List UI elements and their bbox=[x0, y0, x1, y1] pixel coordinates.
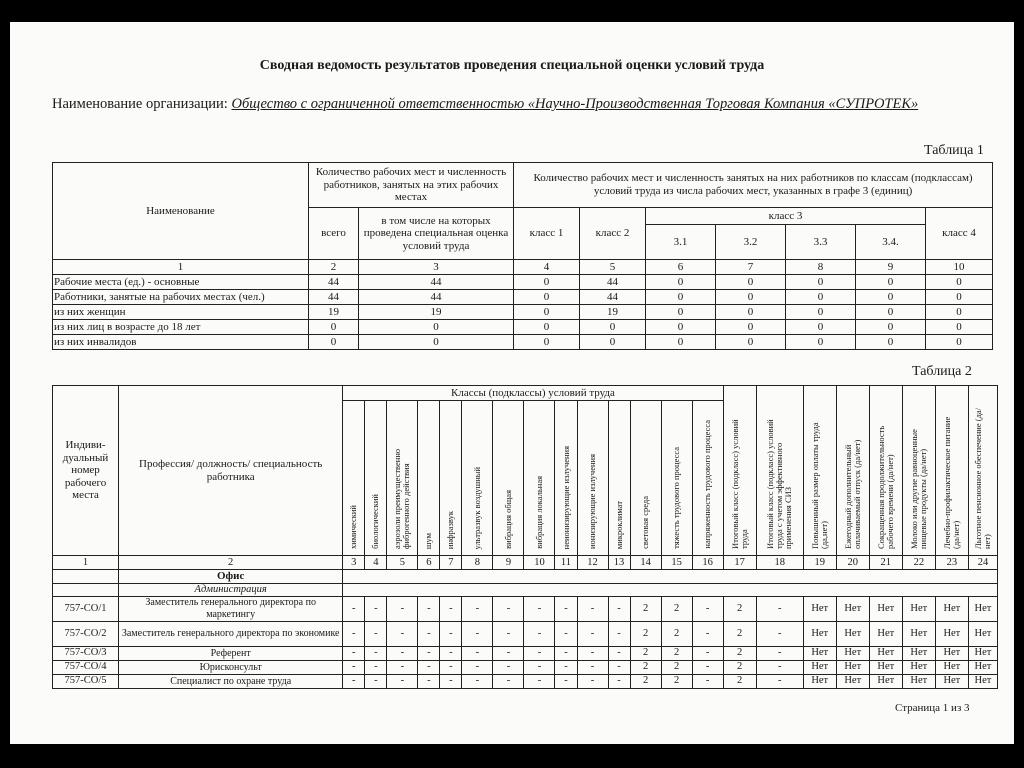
t2-cell: - bbox=[555, 660, 577, 674]
section-admin-label: Администрация bbox=[119, 583, 343, 596]
t2-cell: - bbox=[343, 621, 365, 646]
organization-label: Наименование организации: bbox=[52, 96, 228, 112]
t1-cell: 0 bbox=[359, 320, 514, 335]
t2-header-rot-label: Повышенный размер оплаты труда (да,нет) bbox=[809, 422, 829, 549]
t2-header-rot bbox=[440, 401, 462, 556]
t2-row bbox=[53, 596, 998, 621]
t2-cell: - bbox=[343, 660, 365, 674]
t1-header-3-3: 3.3 bbox=[786, 225, 856, 260]
t2-header-rot-label: аэрозоли преимущественно фиброгенного действия bbox=[392, 448, 412, 549]
t2-header-rot-label: Лечебно-профилактическое питание (да/нет) bbox=[941, 416, 961, 549]
t2-col-number: 17 bbox=[723, 556, 756, 570]
t2-cell: Нет bbox=[902, 674, 935, 688]
t2-col-number: 7 bbox=[440, 556, 462, 570]
t2-col-number: 15 bbox=[661, 556, 692, 570]
t2-cell: - bbox=[524, 646, 555, 660]
t2-col-number: 21 bbox=[869, 556, 902, 570]
t2-cell: Нет bbox=[902, 621, 935, 646]
t2-cell: - bbox=[555, 596, 577, 621]
t2-cell: - bbox=[493, 660, 524, 674]
t2-cell: - bbox=[608, 596, 630, 621]
t2-cell: 2 bbox=[661, 596, 692, 621]
t2-cell: Нет bbox=[902, 596, 935, 621]
t2-header-rot bbox=[935, 386, 968, 556]
t2-col-number: 16 bbox=[692, 556, 723, 570]
t2-header-rot bbox=[418, 401, 440, 556]
t2-row-profession: Заместитель генерального директора по маркетингу bbox=[119, 596, 343, 621]
t2-header-rot bbox=[661, 401, 692, 556]
t2-row-profession: Референт bbox=[119, 646, 343, 660]
t2-cell: 2 bbox=[661, 674, 692, 688]
t2-col-number: 24 bbox=[968, 556, 997, 570]
t2-cell: Нет bbox=[935, 674, 968, 688]
t2-cell: Нет bbox=[803, 621, 836, 646]
t2-section-admin bbox=[53, 583, 998, 596]
t2-header-rot bbox=[493, 401, 524, 556]
t1-header-class4: класс 4 bbox=[926, 208, 993, 260]
organization-name: Общество с ограниченной ответственностью «Научно-Производственная Торговая Компания «СУПРОТЕК» bbox=[231, 96, 919, 112]
t2-cell: Нет bbox=[803, 596, 836, 621]
t2-cell: - bbox=[343, 646, 365, 660]
t2-cell: - bbox=[577, 621, 608, 646]
t2-cell: - bbox=[692, 621, 723, 646]
t1-header-class2: класс 2 bbox=[580, 208, 646, 260]
t2-cell: - bbox=[524, 596, 555, 621]
t2-cell: Нет bbox=[935, 621, 968, 646]
t2-header-rot-label: микроклимат bbox=[613, 500, 624, 549]
t1-header-assessed: в том числе на которых проведена специальная оценка условий труда bbox=[359, 208, 514, 260]
t1-header-name: Наименование bbox=[53, 163, 309, 260]
t2-row-profession: Специалист по охране труда bbox=[119, 674, 343, 688]
t2-cell: - bbox=[756, 596, 803, 621]
t1-cell: 0 bbox=[786, 305, 856, 320]
t2-cell: Нет bbox=[935, 660, 968, 674]
t1-col-number: 8 bbox=[786, 260, 856, 275]
t2-cell: 2 bbox=[630, 646, 661, 660]
t2-cell: - bbox=[692, 596, 723, 621]
t2-header-classes-group: Классы (подклассы) условий труда bbox=[343, 386, 723, 401]
t2-cell: - bbox=[365, 621, 387, 646]
t1-header-total: всего bbox=[309, 208, 359, 260]
t1-col-number: 6 bbox=[646, 260, 716, 275]
t2-cell: - bbox=[418, 621, 440, 646]
t2-header-rot-label: неионизирующие излучения bbox=[560, 445, 571, 549]
t1-cell: 0 bbox=[926, 290, 993, 305]
t1-cell: 0 bbox=[926, 275, 993, 290]
t2-cell: Нет bbox=[869, 660, 902, 674]
t2-cell: - bbox=[440, 660, 462, 674]
t2-cell: - bbox=[462, 660, 493, 674]
t2-cell: - bbox=[555, 674, 577, 688]
t2-col-number: 12 bbox=[577, 556, 608, 570]
t2-cell: - bbox=[387, 621, 418, 646]
t2-cell: Нет bbox=[968, 674, 997, 688]
t2-cell: - bbox=[343, 596, 365, 621]
t1-cell: 0 bbox=[514, 290, 580, 305]
t2-cell: Нет bbox=[803, 660, 836, 674]
t2-cell: Нет bbox=[836, 646, 869, 660]
t2-col-number: 22 bbox=[902, 556, 935, 570]
t2-cell: 2 bbox=[630, 660, 661, 674]
t2-cell: - bbox=[692, 646, 723, 660]
t1-cell: 0 bbox=[646, 305, 716, 320]
t1-row-name: из них инвалидов bbox=[53, 335, 309, 350]
t1-cell: 44 bbox=[309, 290, 359, 305]
t2-header-rot-label: биологический bbox=[370, 494, 381, 549]
t2-header-id: Индиви-дуальный номер рабочего места bbox=[53, 386, 119, 556]
t1-cell: 0 bbox=[856, 320, 926, 335]
t2-header-rot-label: Льготное пенсионное обеспечение (да/нет) bbox=[973, 407, 992, 549]
t2-cell: - bbox=[493, 674, 524, 688]
t2-col-number: 11 bbox=[555, 556, 577, 570]
t1-cell: 44 bbox=[309, 275, 359, 290]
t1-cell: 0 bbox=[926, 335, 993, 350]
t1-cell: 0 bbox=[716, 290, 786, 305]
t1-cell: 0 bbox=[716, 305, 786, 320]
t1-col-number: 7 bbox=[716, 260, 786, 275]
t1-header-class3: класс 3 bbox=[646, 208, 926, 225]
t2-cell: - bbox=[365, 646, 387, 660]
t2-cell: - bbox=[493, 596, 524, 621]
t2-header-rot bbox=[577, 401, 608, 556]
t1-col-number: 9 bbox=[856, 260, 926, 275]
t2-row bbox=[53, 621, 998, 646]
t2-cell: Нет bbox=[968, 646, 997, 660]
t2-cell: Нет bbox=[968, 660, 997, 674]
t1-row-name: Рабочие места (ед.) - основные bbox=[53, 275, 309, 290]
t2-cell: - bbox=[343, 674, 365, 688]
t2-cell: - bbox=[440, 674, 462, 688]
t2-cell: - bbox=[365, 674, 387, 688]
t2-section-office bbox=[53, 570, 998, 584]
t2-header-rot bbox=[524, 401, 555, 556]
t1-cell: 0 bbox=[786, 335, 856, 350]
t2-cell: 2 bbox=[723, 660, 756, 674]
t2-row bbox=[53, 646, 998, 660]
t2-cell: - bbox=[555, 646, 577, 660]
workplaces-table-2 bbox=[52, 385, 998, 689]
t2-cell: - bbox=[756, 621, 803, 646]
t1-col-number: 10 bbox=[926, 260, 993, 275]
t2-header-profession: Профессия/ должность/ специальность работника bbox=[119, 386, 343, 556]
t2-cell: 2 bbox=[630, 596, 661, 621]
t2-cell: - bbox=[756, 646, 803, 660]
t2-cell: - bbox=[387, 596, 418, 621]
t2-header-rot-label: вибрация локальная bbox=[534, 476, 544, 549]
t2-cell: - bbox=[440, 621, 462, 646]
t2-cell: 2 bbox=[723, 596, 756, 621]
summary-table-1 bbox=[52, 162, 993, 350]
t1-row-name: из них лиц в возрасте до 18 лет bbox=[53, 320, 309, 335]
t2-cell: - bbox=[462, 621, 493, 646]
t2-cell: - bbox=[462, 596, 493, 621]
t1-cell: 19 bbox=[309, 305, 359, 320]
t1-header-classes-group: Количество рабочих мест и численность занятых на них работников по классам (подклассам) условий труда из числа рабочих мест, указанных в графе 3 (единиц) bbox=[514, 163, 993, 208]
t2-cell: 2 bbox=[661, 621, 692, 646]
t2-row-profession: Заместитель генерального директора по экономике bbox=[119, 621, 343, 646]
t2-row bbox=[53, 660, 998, 674]
t1-cell: 0 bbox=[716, 335, 786, 350]
t1-col-number: 4 bbox=[514, 260, 580, 275]
t2-cell: - bbox=[555, 621, 577, 646]
t2-cell: - bbox=[692, 660, 723, 674]
t2-cell: - bbox=[524, 660, 555, 674]
t1-header-3-1: 3.1 bbox=[646, 225, 716, 260]
t2-col-number: 9 bbox=[493, 556, 524, 570]
t2-header-rot bbox=[387, 401, 418, 556]
table2-caption: Таблица 2 bbox=[912, 364, 972, 379]
t2-cell: - bbox=[462, 646, 493, 660]
t2-header-rot bbox=[343, 401, 365, 556]
t1-cell: 0 bbox=[580, 335, 646, 350]
t1-cell: 0 bbox=[716, 320, 786, 335]
table1-caption: Таблица 1 bbox=[924, 143, 984, 158]
t2-header-rot-label: инфразвук bbox=[445, 510, 456, 549]
t1-cell: 0 bbox=[646, 320, 716, 335]
t2-header-rot bbox=[836, 386, 869, 556]
t2-cell: - bbox=[365, 596, 387, 621]
t2-cell: - bbox=[577, 596, 608, 621]
t2-cell: 2 bbox=[723, 674, 756, 688]
t2-cell: - bbox=[418, 674, 440, 688]
t2-row-id: 757-СО/4 bbox=[53, 660, 119, 674]
t2-col-number: 2 bbox=[119, 556, 343, 570]
t2-col-number: 3 bbox=[343, 556, 365, 570]
t1-cell: 44 bbox=[359, 290, 514, 305]
t1-cell: 0 bbox=[646, 275, 716, 290]
t2-cell: - bbox=[608, 646, 630, 660]
t1-cell: 0 bbox=[926, 320, 993, 335]
t2-col-number: 19 bbox=[803, 556, 836, 570]
t2-col-number: 8 bbox=[462, 556, 493, 570]
t2-cell: - bbox=[577, 674, 608, 688]
t2-header-rot bbox=[365, 401, 387, 556]
t2-cell: 2 bbox=[661, 646, 692, 660]
t2-cell: - bbox=[608, 621, 630, 646]
t2-cell: Нет bbox=[803, 674, 836, 688]
t1-row bbox=[53, 320, 993, 335]
t1-header-3-4: 3.4. bbox=[856, 225, 926, 260]
t1-cell: 0 bbox=[856, 290, 926, 305]
t2-col-number: 5 bbox=[387, 556, 418, 570]
t1-cell: 0 bbox=[786, 275, 856, 290]
t1-col-number: 5 bbox=[580, 260, 646, 275]
t2-cell: - bbox=[493, 646, 524, 660]
t2-row-id: 757-СО/5 bbox=[53, 674, 119, 688]
t2-cell: - bbox=[524, 674, 555, 688]
t1-cell: 0 bbox=[856, 335, 926, 350]
organization-line bbox=[52, 96, 918, 113]
t2-col-number: 10 bbox=[524, 556, 555, 570]
t2-header-rot bbox=[756, 386, 803, 556]
t1-row bbox=[53, 305, 993, 320]
t1-cell: 0 bbox=[309, 320, 359, 335]
t2-cell: - bbox=[440, 646, 462, 660]
t1-header-count-group: Количество рабочих мест и численность работников, занятых на этих рабочих местах bbox=[309, 163, 514, 208]
t2-cell: - bbox=[418, 660, 440, 674]
t2-cell: Нет bbox=[968, 621, 997, 646]
t2-cell: - bbox=[387, 646, 418, 660]
t2-col-number: 1 bbox=[53, 556, 119, 570]
t1-cell: 0 bbox=[926, 305, 993, 320]
t2-cell: - bbox=[387, 660, 418, 674]
t1-cell: 19 bbox=[359, 305, 514, 320]
t2-header-rot-label: Итоговый класс (подкласс) условий труда bbox=[729, 419, 749, 549]
t2-header-rot-label: световая среда bbox=[640, 496, 651, 549]
t2-cell: - bbox=[577, 660, 608, 674]
t2-header-rot bbox=[630, 401, 661, 556]
t2-row-id: 757-СО/2 bbox=[53, 621, 119, 646]
t2-cell: 2 bbox=[630, 621, 661, 646]
t2-cell: Нет bbox=[836, 596, 869, 621]
t1-row bbox=[53, 335, 993, 350]
document-title: Сводная ведомость результатов проведения специальной оценки условий труда bbox=[259, 58, 765, 73]
t2-cell: 2 bbox=[630, 674, 661, 688]
t2-cell: 2 bbox=[723, 621, 756, 646]
t2-cell: Нет bbox=[869, 596, 902, 621]
t2-cell: - bbox=[418, 596, 440, 621]
t1-col-number: 3 bbox=[359, 260, 514, 275]
t2-cell: - bbox=[756, 660, 803, 674]
t2-cell: - bbox=[577, 646, 608, 660]
t1-header-class1: класс 1 bbox=[514, 208, 580, 260]
t2-header-rot bbox=[692, 401, 723, 556]
t1-header-3-2: 3.2 bbox=[716, 225, 786, 260]
t2-cell: 2 bbox=[723, 646, 756, 660]
section-office-label: Офис bbox=[119, 570, 343, 584]
t2-cell: - bbox=[440, 596, 462, 621]
t2-header-rot bbox=[803, 386, 836, 556]
t1-row-name: из них женщин bbox=[53, 305, 309, 320]
t1-row bbox=[53, 275, 993, 290]
t2-header-rot-label: Ежегодный дополнительный оплачиваемый отпуск (да/нет) bbox=[842, 439, 862, 549]
t1-cell: 0 bbox=[514, 305, 580, 320]
t2-cell: Нет bbox=[836, 621, 869, 646]
t2-col-number: 4 bbox=[365, 556, 387, 570]
t2-cell: Нет bbox=[836, 674, 869, 688]
t1-numbers-row bbox=[53, 260, 993, 275]
t1-cell: 44 bbox=[580, 290, 646, 305]
t2-cell: Нет bbox=[935, 646, 968, 660]
t2-cell: - bbox=[387, 674, 418, 688]
t2-cell: 2 bbox=[661, 660, 692, 674]
t2-header-rot-label: вибрация общая bbox=[502, 490, 513, 549]
t2-cell: Нет bbox=[869, 646, 902, 660]
t2-cell: Нет bbox=[869, 674, 902, 688]
t1-cell: 0 bbox=[514, 320, 580, 335]
t1-cell: 0 bbox=[359, 335, 514, 350]
t2-header-rot-label: химический bbox=[348, 505, 359, 549]
t2-cell: - bbox=[692, 674, 723, 688]
t2-header-rot bbox=[902, 386, 935, 556]
t2-col-number: 6 bbox=[418, 556, 440, 570]
t2-col-number: 13 bbox=[608, 556, 630, 570]
t2-header-rot bbox=[555, 401, 577, 556]
t1-col-number: 1 bbox=[53, 260, 309, 275]
t1-cell: 0 bbox=[646, 290, 716, 305]
t2-header-rot-label: Сокращенная продолжительность рабочего времени (да/нет) bbox=[875, 425, 895, 549]
t2-header-rot-label: шум bbox=[423, 532, 434, 549]
t2-header-rot-label: Итоговый класс (подкласс) условий труда с учетом эффективного применения СИЗ bbox=[765, 419, 794, 549]
t2-header-rot bbox=[608, 401, 630, 556]
t2-header-rot bbox=[723, 386, 756, 556]
t2-header-rot-label: ультразвук воздушный bbox=[471, 466, 482, 549]
t2-cell: Нет bbox=[902, 660, 935, 674]
t2-header-rot bbox=[869, 386, 902, 556]
t2-header-rot bbox=[462, 401, 493, 556]
t1-cell: 0 bbox=[309, 335, 359, 350]
t2-cell: Нет bbox=[902, 646, 935, 660]
t1-cell: 19 bbox=[580, 305, 646, 320]
t2-header-rot-label: ионизирующие излучения bbox=[587, 454, 598, 549]
t2-cell: - bbox=[365, 660, 387, 674]
t2-numbers-row bbox=[53, 556, 998, 570]
t1-cell: 0 bbox=[514, 275, 580, 290]
t2-cell: - bbox=[418, 646, 440, 660]
t2-cell: Нет bbox=[803, 646, 836, 660]
t2-cell: Нет bbox=[935, 596, 968, 621]
t2-col-number: 14 bbox=[630, 556, 661, 570]
t1-cell: 44 bbox=[359, 275, 514, 290]
t1-row bbox=[53, 290, 993, 305]
t2-header-rot-label: тяжесть трудового процесса bbox=[671, 447, 682, 549]
t2-cell: - bbox=[756, 674, 803, 688]
t1-cell: 0 bbox=[514, 335, 580, 350]
t2-cell: Нет bbox=[836, 660, 869, 674]
t1-row-name: Работники, занятые на рабочих местах (чел.) bbox=[53, 290, 309, 305]
t2-row-id: 757-СО/1 bbox=[53, 596, 119, 621]
t1-cell: 44 bbox=[580, 275, 646, 290]
t1-cell: 0 bbox=[786, 290, 856, 305]
t2-row bbox=[53, 674, 998, 688]
t1-cell: 0 bbox=[856, 275, 926, 290]
t1-cell: 0 bbox=[786, 320, 856, 335]
t2-cell: - bbox=[462, 674, 493, 688]
page-number: Страница 1 из 3 bbox=[895, 702, 970, 714]
t2-header-rot-label: напряженность трудового процесса bbox=[702, 420, 713, 549]
t2-col-number: 23 bbox=[935, 556, 968, 570]
t2-cell: - bbox=[524, 621, 555, 646]
t2-col-number: 20 bbox=[836, 556, 869, 570]
t2-cell: - bbox=[608, 660, 630, 674]
t1-cell: 0 bbox=[580, 320, 646, 335]
t2-cell: Нет bbox=[869, 621, 902, 646]
t1-cell: 0 bbox=[716, 275, 786, 290]
t2-row-profession: Юрисконсульт bbox=[119, 660, 343, 674]
t1-col-number: 2 bbox=[309, 260, 359, 275]
t2-header-rot-label: Молоко или другие равноценные пищевые продукты (да/нет) bbox=[908, 429, 928, 549]
t2-cell: Нет bbox=[968, 596, 997, 621]
t1-cell: 0 bbox=[856, 305, 926, 320]
t2-row-id: 757-СО/3 bbox=[53, 646, 119, 660]
t2-header-rot bbox=[968, 386, 997, 556]
t2-cell: - bbox=[493, 621, 524, 646]
t2-col-number: 18 bbox=[756, 556, 803, 570]
t2-cell: - bbox=[608, 674, 630, 688]
t1-cell: 0 bbox=[646, 335, 716, 350]
